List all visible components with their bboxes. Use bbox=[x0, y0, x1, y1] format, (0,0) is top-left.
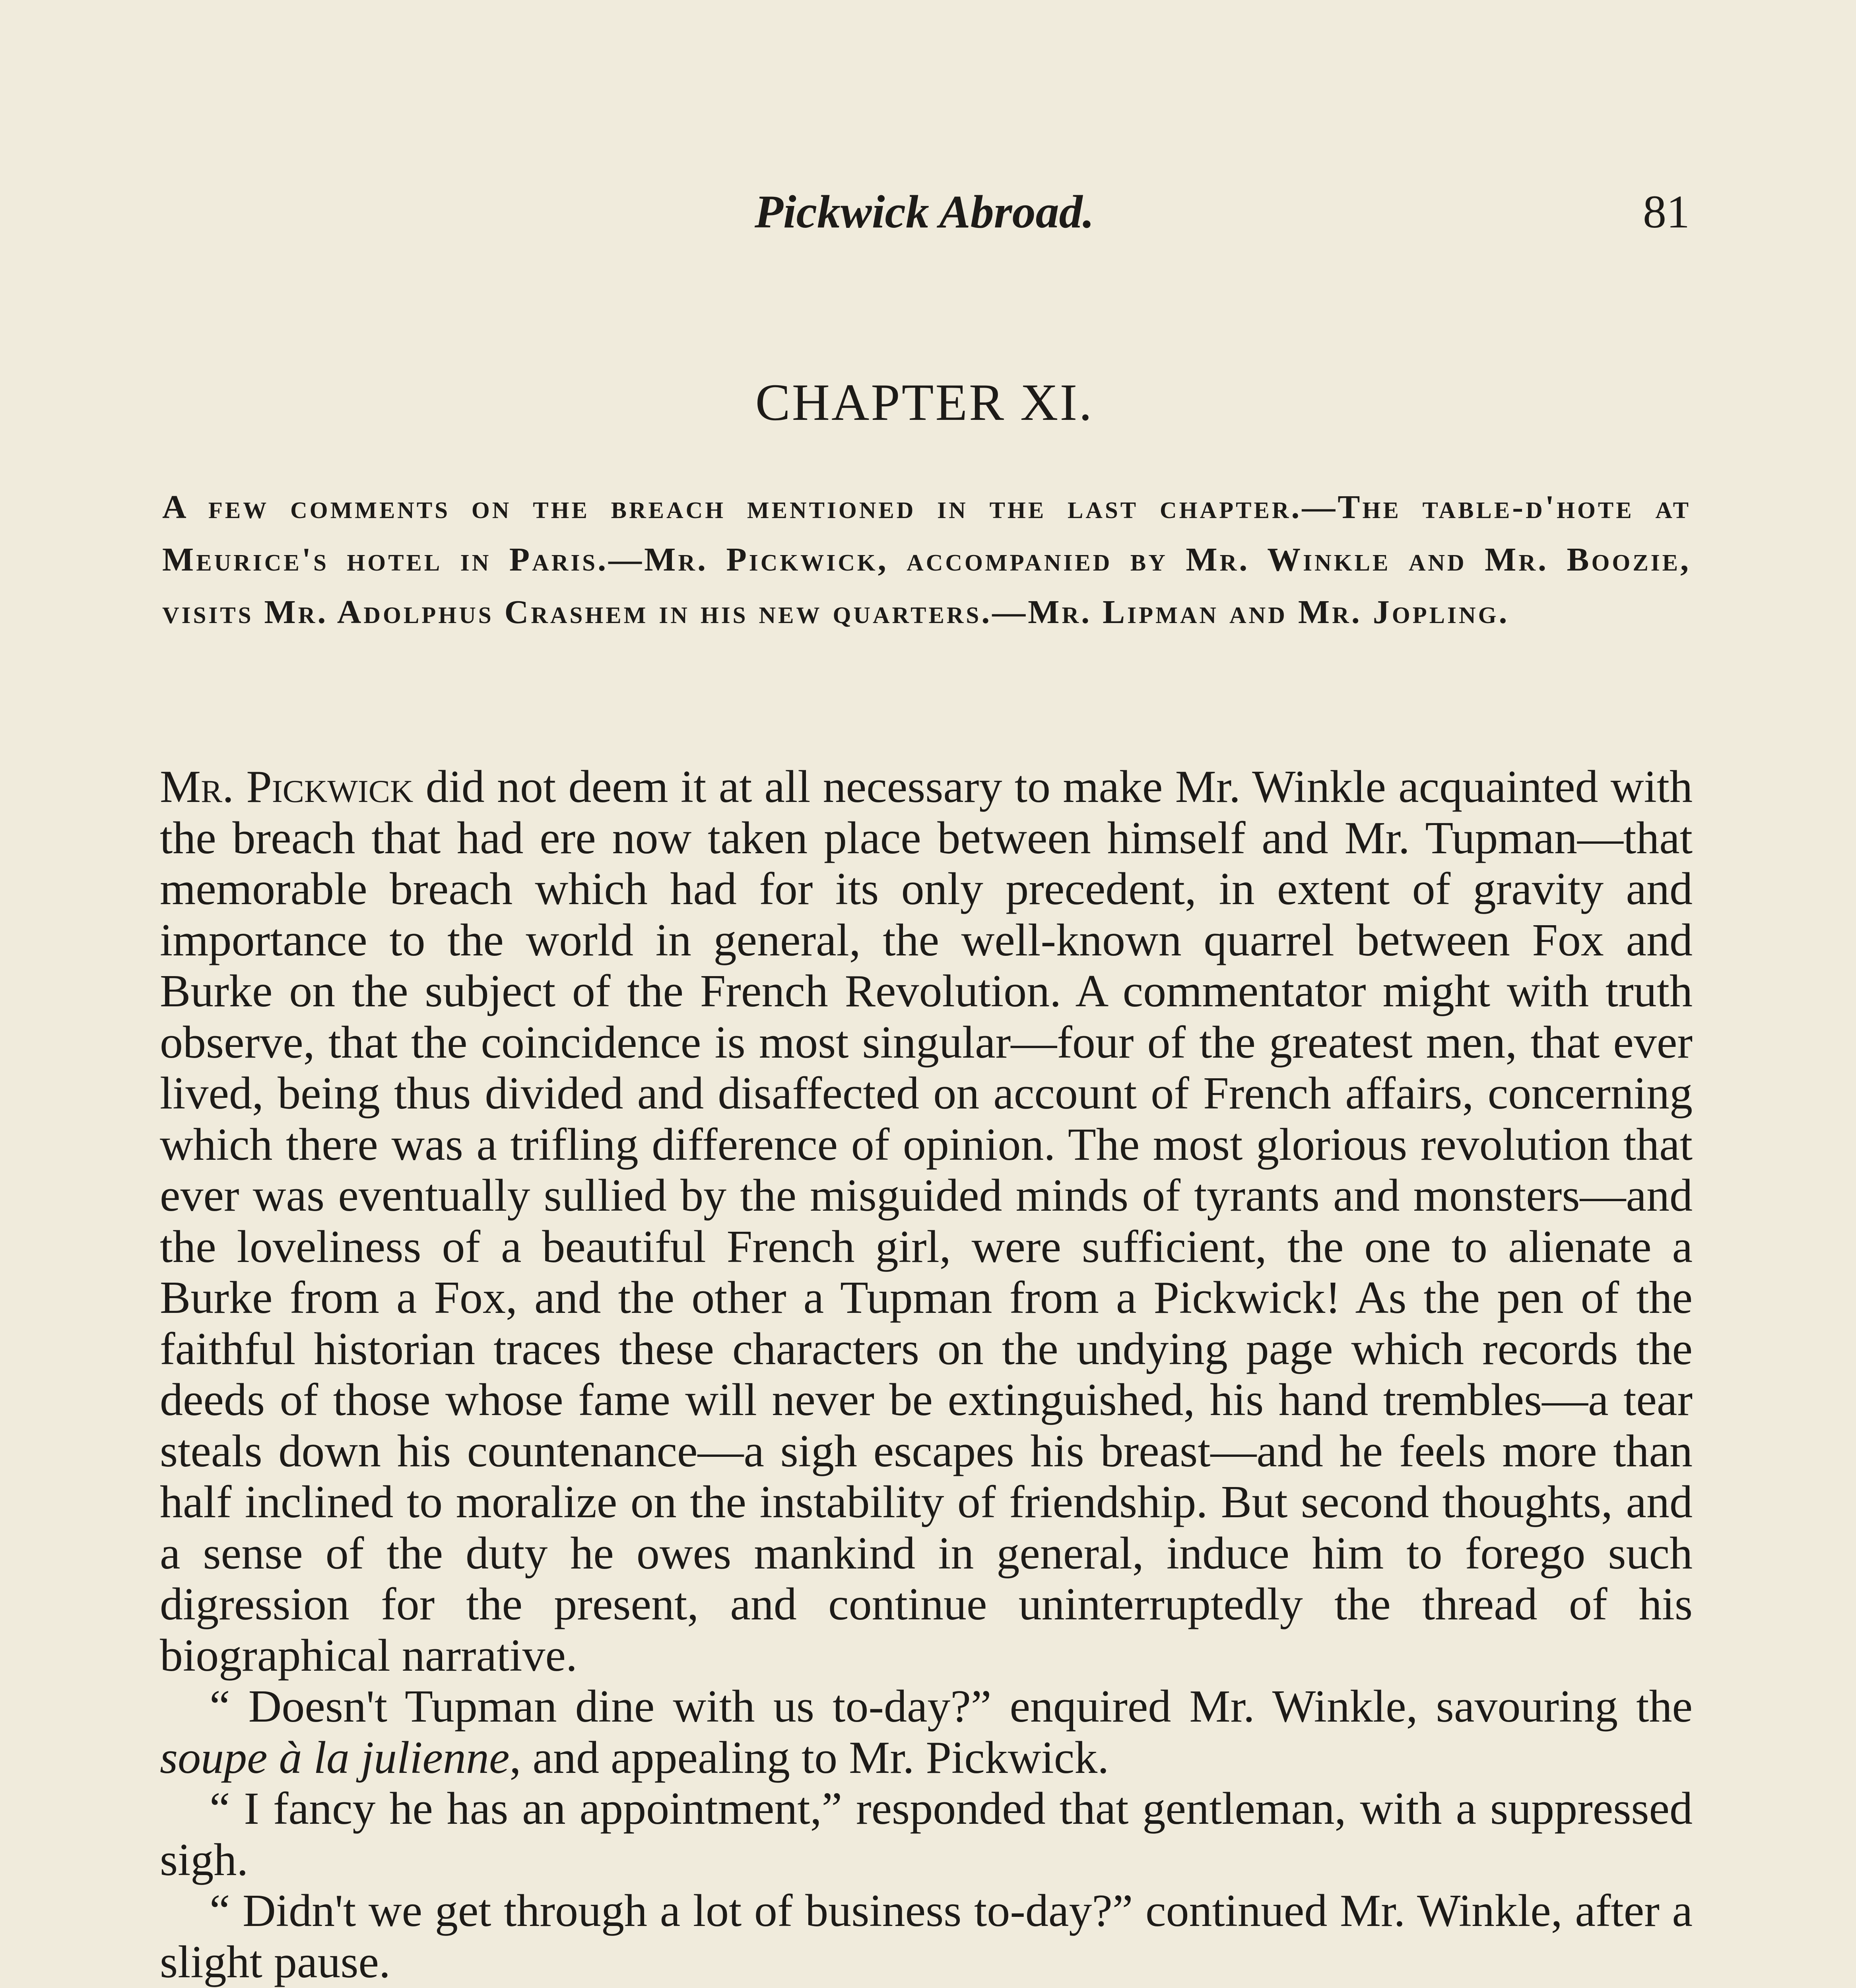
running-head bbox=[159, 185, 1690, 241]
running-title: Pickwick Abroad. bbox=[754, 186, 1095, 238]
paragraph-text: “ Doesn't Tupman dine with us to-day?” enquired Mr. Winkle, savouring the bbox=[210, 1681, 1693, 1732]
paragraph-1 bbox=[160, 761, 1693, 1681]
paragraph-3: “ I fancy he has an appointment,” responded that gentleman, with a suppressed sigh. bbox=[160, 1783, 1693, 1885]
chapter-title: CHAPTER XI. bbox=[755, 373, 1094, 431]
paragraph-text: did not deem it at all necessary to make Mr. Winkle acquainted with the breach that had ere now taken place between himself and Mr. Tupman—that memorable breach which had for its only precedent, in extent of gravity and importance to the world in general, the well-known quarrel between Fox and Burke on the subject of the French Revolution. A commentator might with truth observe, that the coincidence is most singular—four of the greatest men, that ever lived, being thus divided and disaffected on account of French affairs, concerning which there was a trifling difference of opinion. The most glorious revolution that ever was eventually sullied by the misguided minds of tyrants and monsters—and the loveliness of a beautiful French girl, were sufficient, the one to alienate a Burke from a Fox, and the other a Tupman from a Pickwick! As the pen of the faithful historian traces these characters on the undying page which records the deeds of those whose fame will never be extinguished, his hand trembles—a tear steals down his countenance—a sigh escapes his breast—and he feels more than half inclined to moralize on the instability of friendship. But second thoughts, and a sense of the duty he owes mankind in general, induce him to forego such digression for the present, and continue uninterruptedly the thread of his biographical narrative. bbox=[160, 761, 1693, 1681]
page-number: 81 bbox=[1643, 186, 1690, 238]
paragraph-lead: Mr. Pickwick bbox=[160, 761, 414, 812]
chapter-summary bbox=[162, 481, 1691, 639]
paragraph-4: “ Didn't we get through a lot of business to-day?” continued Mr. Winkle, after a slight pause. bbox=[160, 1885, 1693, 1988]
chapter-summary-text: A few comments on the breach mentioned in the last chapter.—The table-d'hote at Meurice's hotel in Paris.—Mr. Pickwick, accompanied by Mr. Winkle and Mr. Boozie, visits Mr. Adolphus Crashem in his new quarters.—Mr. Lipman and Mr. Jopling. bbox=[162, 489, 1691, 631]
body-text bbox=[160, 761, 1693, 1988]
paragraph-italic: soupe à la julienne bbox=[160, 1732, 510, 1783]
paragraph-2 bbox=[160, 1681, 1693, 1783]
paragraph-text: , and appealing to Mr. Pickwick. bbox=[509, 1732, 1109, 1783]
